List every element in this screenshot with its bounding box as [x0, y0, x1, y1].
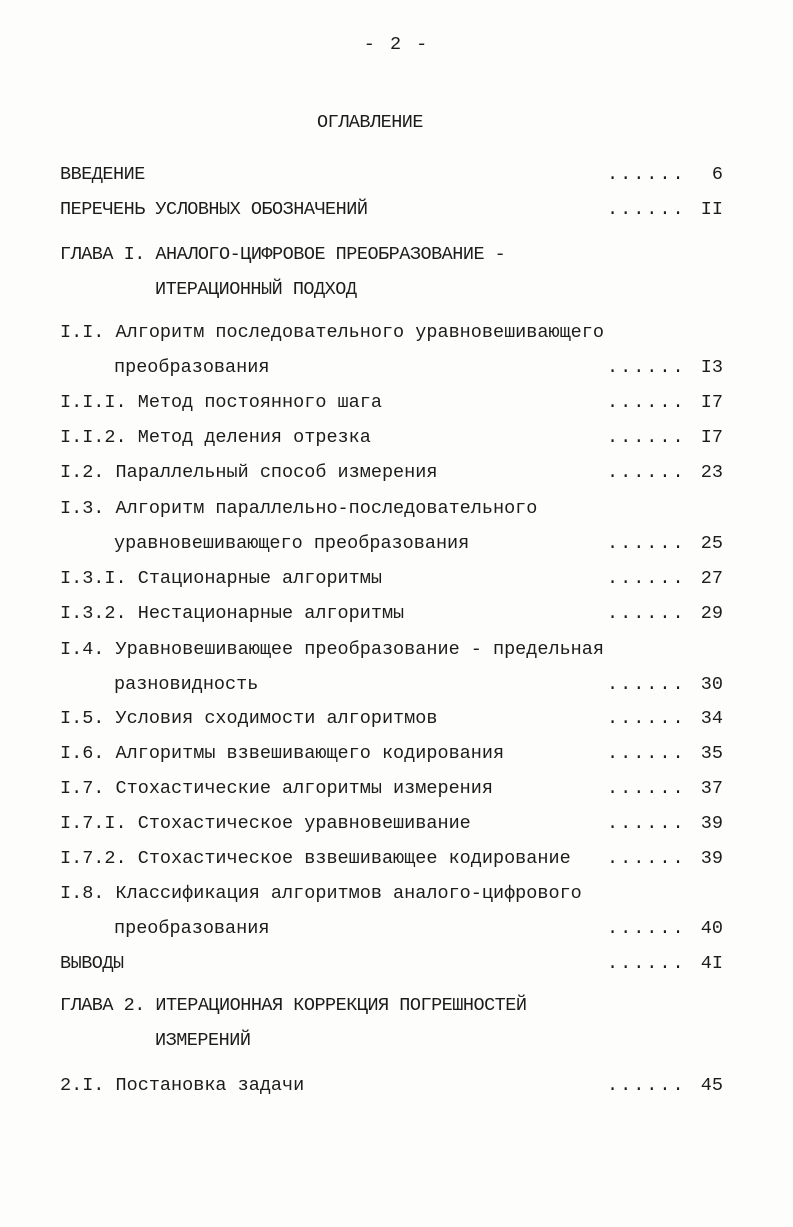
toc-page-number: 34 — [700, 708, 723, 729]
toc-page-number: 23 — [700, 462, 723, 483]
toc-entry-1-3: I.3. Алгоритм параллельно-последовательного — [60, 498, 538, 519]
toc-page-number: 35 — [700, 743, 723, 764]
toc-page-number: I3 — [700, 357, 723, 378]
toc-leader-dots: ...... — [607, 603, 686, 624]
toc-entry-1-8: I.8. Классификация алгоритмов аналого-цифрового — [60, 883, 582, 904]
toc-leader-dots: ...... — [607, 813, 686, 834]
toc-entry-1-4: I.4. Уравновешивающее преобразование - предельная — [60, 639, 604, 660]
toc-title: ОГЛАВЛЕНИЕ — [316, 112, 424, 133]
toc-chapter-2-heading: ГЛАВА 2. ИТЕРАЦИОННАЯ КОРРЕКЦИЯ ПОГРЕШНОСТЕЙ — [60, 995, 527, 1016]
toc-page-number: 39 — [700, 848, 723, 869]
toc-page-number: 27 — [700, 568, 723, 589]
toc-leader-dots: ...... — [607, 1075, 686, 1096]
toc-entry-conclusions: ВЫВОДЫ — [60, 953, 124, 974]
toc-leader-dots: ...... — [607, 427, 686, 448]
toc-leader-dots: ...... — [607, 743, 686, 764]
toc-leader-dots: ...... — [607, 392, 686, 413]
toc-page-number: 25 — [700, 533, 723, 554]
toc-entry-1-3-2: I.3.2. Нестационарные алгоритмы — [60, 603, 405, 624]
toc-leader-dots: ...... — [607, 164, 686, 185]
toc-leader-dots: ...... — [607, 674, 686, 695]
toc-entry-notation: ПЕРЕЧЕНЬ УСЛОВНЫХ ОБОЗНАЧЕНИЙ — [60, 199, 368, 220]
toc-page-number: 45 — [700, 1075, 723, 1096]
toc-page-number: 39 — [700, 813, 723, 834]
toc-entry-1-7: I.7. Стохастические алгоритмы измерения — [60, 778, 493, 799]
toc-page-number: 6 — [711, 164, 723, 185]
toc-entry-1-6: I.6. Алгоритмы взвешивающего кодирования — [60, 743, 505, 764]
toc-page-number: II — [700, 199, 723, 220]
toc-entry-1-2: I.2. Параллельный способ измерения — [60, 462, 438, 483]
toc-leader-dots: ...... — [607, 462, 686, 483]
toc-entry-2-1: 2.I. Постановка задачи — [60, 1075, 305, 1096]
page-number: - 2 - — [363, 34, 430, 55]
toc-leader-dots: ...... — [607, 918, 686, 939]
toc-page-number: 29 — [700, 603, 723, 624]
toc-entry-1-3-1: I.3.I. Стационарные алгоритмы — [60, 568, 382, 589]
toc-entry-1-4-cont: разновидность — [114, 674, 259, 695]
toc-leader-dots: ...... — [607, 533, 686, 554]
toc-leader-dots: ...... — [607, 708, 686, 729]
toc-leader-dots: ...... — [607, 848, 686, 869]
toc-chapter-1-heading: ГЛАВА I. АНАЛОГО-ЦИФРОВОЕ ПРЕОБРАЗОВАНИЕ - — [60, 244, 506, 265]
toc-entry-1-5: I.5. Условия сходимости алгоритмов — [60, 708, 438, 729]
toc-entry-1-1-1: I.I.I. Метод постоянного шага — [60, 392, 382, 413]
toc-page-number: 30 — [700, 674, 723, 695]
toc-entry-1-7-2: I.7.2. Стохастическое взвешивающее кодирование — [60, 848, 571, 869]
toc-leader-dots: ...... — [607, 778, 686, 799]
toc-leader-dots: ...... — [607, 199, 686, 220]
toc-chapter-2-heading-cont: ИЗМЕРЕНИЙ — [155, 1030, 251, 1051]
toc-entry-1-1-2: I.I.2. Метод деления отрезка — [60, 427, 371, 448]
toc-page-number: I7 — [700, 392, 723, 413]
toc-leader-dots: ...... — [607, 357, 686, 378]
toc-page-number: 37 — [700, 778, 723, 799]
toc-page-number: 40 — [700, 918, 723, 939]
toc-leader-dots: ...... — [607, 953, 686, 974]
toc-chapter-1-heading-cont: ИТЕРАЦИОННЫЙ ПОДХОД — [155, 279, 357, 300]
toc-entry-introduction: ВВЕДЕНИЕ — [60, 164, 145, 185]
toc-entry-1-3-cont: уравновешивающего преобразования — [114, 533, 470, 554]
toc-leader-dots: ...... — [607, 568, 686, 589]
toc-entry-1-1-cont: преобразования — [114, 357, 270, 378]
toc-page-number: 4I — [700, 953, 723, 974]
toc-entry-1-1: I.I. Алгоритм последовательного уравновешивающего — [60, 322, 604, 343]
toc-entry-1-7-1: I.7.I. Стохастическое уравновешивание — [60, 813, 471, 834]
toc-entry-1-8-cont: преобразования — [114, 918, 270, 939]
toc-page-number: I7 — [700, 427, 723, 448]
